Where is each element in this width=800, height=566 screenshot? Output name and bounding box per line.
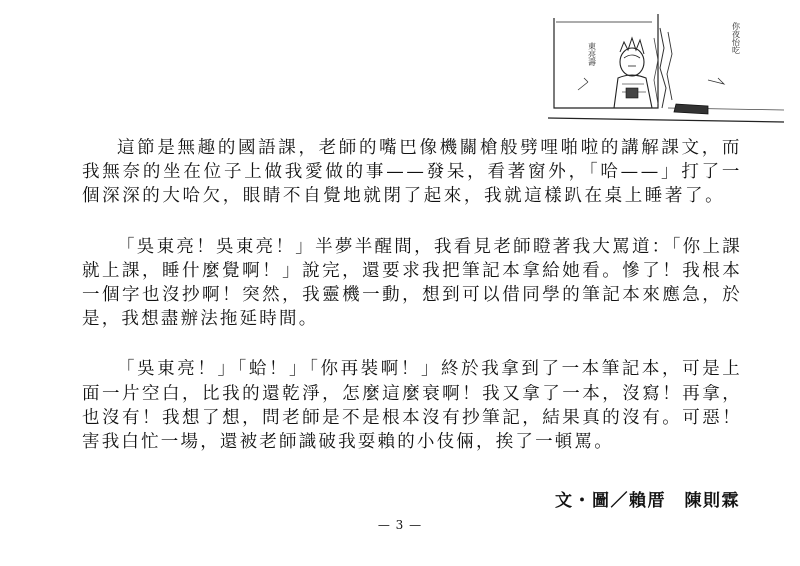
story-body <box>82 136 742 454</box>
story-paragraph-3: 「吳東亮！」「蛤！」「你再裝啊！」終於我拿到了一本筆記本，可是上面一片空白，比我的還乾淨，怎麼這麼衰啊！我又拿了一本，沒寫！再拿，也沒有！我想了想，問老師是不是根本沒有抄筆記，結果真的沒有。可惡！害我白忙一場，還被老師識破我耍賴的小伎倆，挨了一頓罵。 <box>82 359 742 453</box>
story-paragraph-1: 這節是無趣的國語課，老師的嘴巴像機關槍般劈哩啪啦的講解課文，而我無奈的坐在位子上做我愛做的事——發呆，看著窗外，「哈——」打了一個深深的大哈欠，眼睛不自覺地就閉了起來，我就這樣趴在桌上睡著了。 <box>82 138 742 207</box>
illustration <box>548 8 786 126</box>
sketch-drawing <box>548 8 786 126</box>
story-paragraph-2: 「吳東亮！吳東亮！」半夢半醒間，我看見老師瞪著我大罵道：「你上課就上課，睡什麼覺啊！」說完，還要求我把筆記本拿給她看。慘了！我根本一個字也沒抄啊！突然，我靈機一動，想到可以借同學的筆記本來應急，於是，我想盡辦法拖延時間。 <box>82 236 742 330</box>
illustration-label-left: 東亮壽 <box>587 42 597 66</box>
author-credit: 文・圖／賴厝 陳則霖 <box>555 491 740 511</box>
page-number: — 3 — <box>377 518 423 532</box>
illustration-label-right: 你夜怡吃 <box>731 22 741 54</box>
